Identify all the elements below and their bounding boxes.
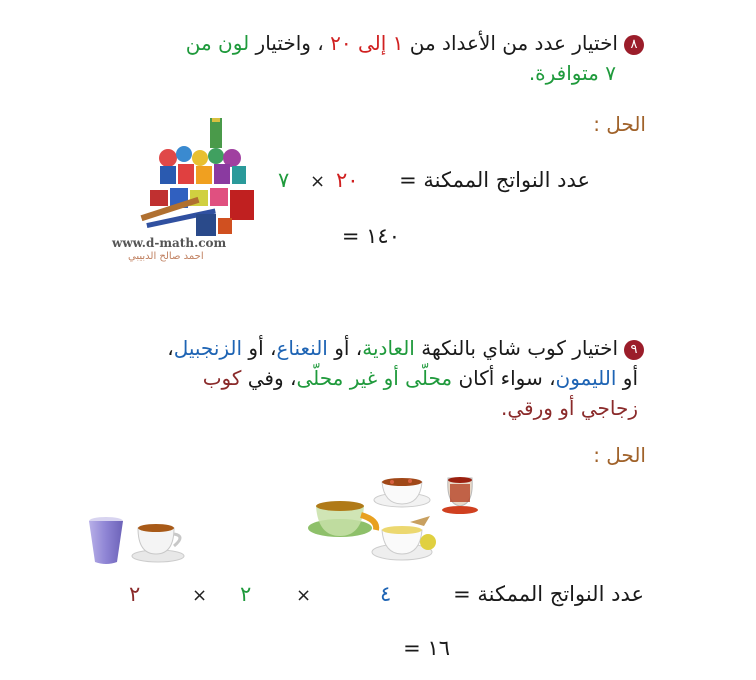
q9-line-3: زجاجي أو ورقي. [501, 396, 638, 420]
equation-8-factor-2: ٧ [278, 168, 290, 192]
q9-cup: كوب [202, 366, 242, 390]
equation-label-9: عدد النواتج الممكنة = [453, 582, 644, 606]
solution-label-9: الحل : [593, 443, 646, 467]
q9-text-g: ، وفي [241, 366, 297, 390]
solution-label-8: الحل : [593, 112, 646, 136]
equation-9-multiply-2: × [192, 585, 208, 606]
question-number-badge: ٩ [624, 340, 644, 360]
watermark-site: www.d-math.com [112, 236, 227, 250]
question-9 [44, 333, 644, 363]
q9-text-a: اختيار كوب شاي بالنكهة [414, 336, 618, 360]
paper-cup-image [86, 516, 126, 566]
q9-flavor-ginger: الزنجبيل [173, 336, 243, 360]
q9-flavor-lemon: الليمون [555, 366, 617, 390]
q9-sweetness: محلّى أو غير محلّى [296, 366, 453, 390]
q8-text-a: اختيار عدد من الأعداد من [403, 31, 618, 55]
q9-line-2 [38, 363, 638, 393]
tea-cup-image [130, 516, 190, 564]
paint-supplies-image [110, 118, 260, 248]
equation-9-factor-1: ٤ [380, 582, 392, 606]
q9-text-f: ، سواء أكان [452, 366, 556, 390]
equation-8-multiply: × [310, 171, 326, 192]
q8-text-b: ، واختيار [249, 31, 331, 55]
equation-label-8: عدد النواتج الممكنة = [399, 168, 590, 192]
equation-8-result: ١٤٠ = [341, 224, 400, 248]
q8-color-choice: لون من [185, 31, 250, 55]
q8-line-2: ٧ متوافرة. [528, 61, 616, 85]
watermark-author: احمد صالح الدبيبي [128, 251, 204, 262]
question-number-badge: ٨ [624, 35, 644, 55]
equation-9-result: ١٦ = [403, 636, 450, 660]
equation-9-factor-2: ٢ [240, 582, 252, 606]
q8-range: ١ إلى ٢٠ [330, 31, 404, 55]
q9-text-b: ، أو [327, 336, 363, 360]
equation-8-factor-1: ٢٠ [336, 168, 359, 192]
tea-flavors-image [306, 470, 490, 566]
q9-flavor-regular: العادية [362, 336, 415, 360]
q9-text-c: ، أو [242, 336, 277, 360]
q9-text-e: أو [616, 366, 638, 390]
q9-flavor-mint: النعناع [276, 336, 328, 360]
question-8 [84, 28, 644, 58]
equation-9-factor-3: ٢ [129, 582, 141, 606]
q9-text-d: ، [167, 336, 174, 360]
equation-9-multiply-1: × [296, 585, 312, 606]
